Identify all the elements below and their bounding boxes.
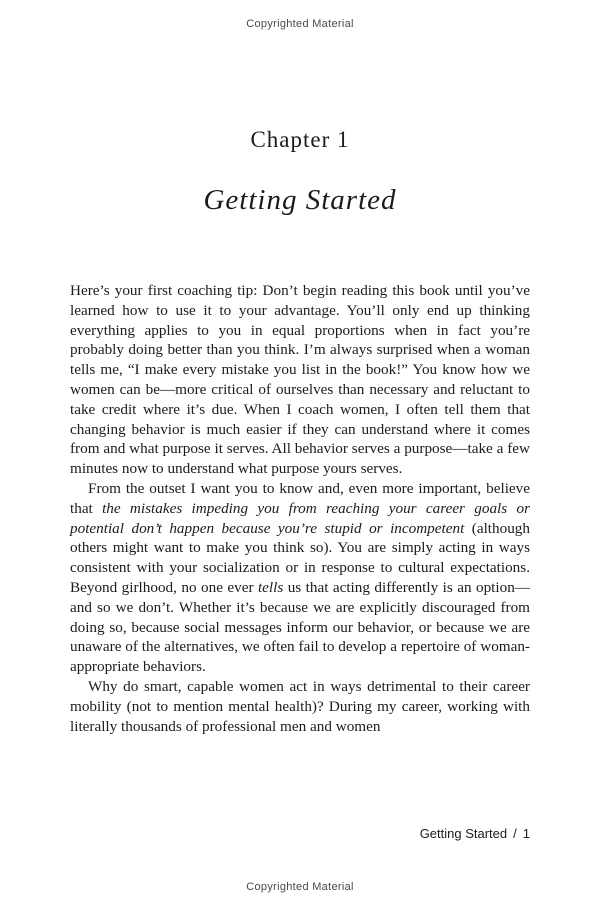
copyright-notice-bottom: Copyrighted Material	[246, 881, 354, 893]
chapter-number-heading: Chapter 1	[250, 127, 350, 152]
footer-separator: /	[513, 826, 517, 841]
paragraph-2-run-1: From the outset I want you to know and, even more important, believe that	[70, 479, 530, 517]
chapter-title: Getting Started	[203, 184, 397, 216]
paragraph-3	[70, 677, 530, 736]
running-footer-title: Getting Started	[419, 826, 508, 841]
paragraph-2-run-4-italic: tells	[257, 578, 284, 596]
paragraph-2-run-2-italic: the mistakes impeding you from reaching your career goals or potential don’t happen because you’re stupid or incompetent	[70, 499, 530, 537]
paragraph-3-text: Why do smart, capable women act in ways detrimental to their career mobility (not to mention mental health)? During my career, working with literally thousands of professional men and women	[70, 677, 530, 735]
body-text	[70, 281, 530, 736]
page-number: 1	[522, 826, 530, 841]
paragraph-2	[70, 479, 530, 677]
copyright-notice-top: Copyrighted Material	[246, 18, 354, 30]
paragraph-2-run-5: us that acting differently is an option—and so we don’t. Whether it’s because we are explicitly discouraged from doing so, because social messages inform our behavior, or because we are unaware of the alternatives, we often fail to develop a repertoire of woman-appropriate behaviors.	[70, 578, 530, 676]
page-footer	[70, 826, 530, 841]
paragraph-1-text: Here’s your first coaching tip: Don’t begin reading this book until you’ve learned how to use it to your advantage. You’ll only end up thinking everything applies to you in equal proportions when in fact you’re probably doing better than you think. I’m always surprised when a woman tells me, “I make every mistake you list in the book!” You know how we women can be—more critical of ourselves than necessary and reluctant to take credit where it’s due. When I coach women, I often tell them that changing behavior is much easier if they can understand where it comes from and what purpose it serves. All behavior serves a purpose—take a few minutes now to understand what purpose yours serves.	[70, 282, 530, 478]
paragraph-1	[70, 281, 530, 479]
paragraph-2-run-3: (although others might want to make you think so). You are simply acting in ways consistent with your socialization or in response to cultural expectations. Beyond girlhood, no one ever	[70, 519, 530, 596]
